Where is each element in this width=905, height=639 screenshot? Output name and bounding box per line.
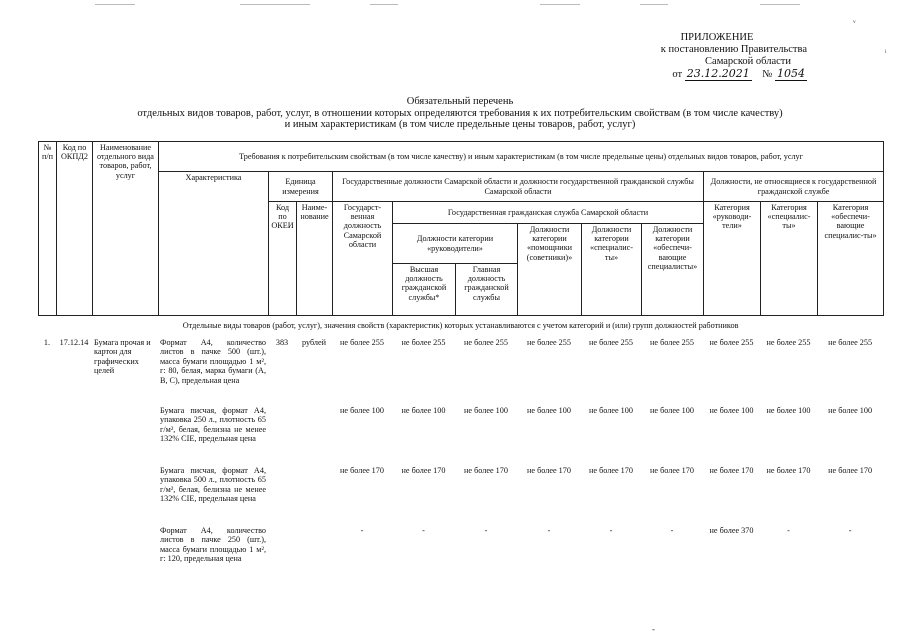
value-cell: не более 255 (464, 337, 508, 347)
table-row (38, 405, 883, 465)
col-cat-head: Категория «руководи-тели» (704, 202, 761, 316)
appendix-block (587, 32, 807, 81)
value-cell: не более 370 (709, 525, 754, 535)
handwritten-number: 1054 (777, 67, 805, 80)
requirements-table-body (38, 320, 883, 581)
value-cell: не более 170 (709, 465, 754, 475)
value-cell: - (360, 525, 364, 535)
col-not-related: Должности, не относящиеся к государственной гражданской службе (704, 172, 884, 202)
title-line-1: Обязательный перечень (406, 96, 514, 107)
value-cell: - (484, 525, 488, 535)
col-assistants: Должности категории «помощники (советники)» (518, 224, 582, 316)
col-higher: Высшая должность гражданской службы* (393, 264, 456, 316)
appendix-line-1: к постановлению Правительства (660, 44, 807, 55)
scan-line (240, 4, 310, 5)
handwritten-date: 23.12.2021 (686, 67, 750, 80)
number-prefix: № (762, 69, 773, 80)
value-cell: не более 100 (464, 405, 508, 415)
value-cell: не более 100 (709, 405, 754, 415)
value-cell: не более 100 (766, 405, 811, 415)
row-desc: Формат А4, количество листов в пачке 250 (шт.), масса бумаги площадью 1 м², г: 120, предельная цена (160, 525, 266, 564)
table-row (38, 465, 883, 525)
col-unit: Единица измерения (269, 172, 333, 202)
item-okpd: 17.12.14 (59, 337, 89, 347)
value-cell: не более 255 (589, 337, 633, 347)
title-line-2: отдельных видов товаров, работ, услуг, в отношении которых определяются требования к их потребительским свойствам (в том числе качеству) (137, 107, 783, 119)
row-desc: Бумага писчая, формат А4, упаковка 250 л., плотность 65 г/м², белая, белизна не менее 132% CIE, предельная цена (160, 405, 266, 444)
col-state-positions: Государственные должности Самарской области и должности государственной гражданской службы Самарской области (333, 172, 704, 202)
value-cell: не более 170 (401, 465, 446, 475)
col-cat-support: Категория «обеспечи-вающие специалис-ты» (818, 202, 884, 316)
col-civil-service: Государственная гражданская служба Самарской области (393, 202, 704, 224)
scan-line (640, 4, 668, 5)
scan-line (540, 4, 580, 5)
scan-line (760, 4, 800, 5)
section-caption: Отдельные виды товаров (работ, услуг), значения свойств (характеристик) которых устанавливаются с учетом категорий и (или) групп должностей работников (182, 321, 739, 330)
appendix-date-line (587, 68, 807, 81)
item-unit-name: рублей (301, 337, 327, 347)
col-characteristic: Характеристика (159, 172, 269, 316)
col-unit-code: Код по ОКЕИ (269, 202, 297, 316)
appendix-title: ПРИЛОЖЕНИЕ (680, 32, 754, 43)
value-cell: не более 255 (527, 337, 571, 347)
value-cell: не более 170 (340, 465, 384, 475)
col-support: Должности категории «обеспечи-вающие специалисты» (642, 224, 704, 316)
table-row (38, 337, 883, 405)
col-num: № п/п (39, 142, 57, 316)
value-cell: не более 100 (340, 405, 384, 415)
value-cell: не более 100 (401, 405, 446, 415)
col-cat-spec: Категория «специалис-ты» (761, 202, 818, 316)
value-cell: не более 170 (589, 465, 633, 475)
value-cell: не более 170 (464, 465, 508, 475)
scan-mark: ᵢ (885, 44, 887, 54)
col-state-position: Государст-венная должность Самарской области (333, 202, 393, 316)
value-cell: не более 255 (401, 337, 446, 347)
title-line-3: и иным характеристикам (в том числе предельные цены товаров, работ, услуг) (284, 119, 636, 130)
value-cell: - (848, 525, 852, 535)
value-cell: не более 100 (828, 405, 873, 415)
date-prefix: от (672, 69, 683, 80)
col-okpd: Код по ОКПД2 (57, 142, 93, 316)
value-cell: не более 100 (589, 405, 633, 415)
col-specialists: Должности категории «специалис-ты» (582, 224, 642, 316)
item-name: Бумага прочая и картон для графических целей (94, 337, 151, 376)
scan-mark: - (652, 624, 655, 634)
value-cell: - (787, 525, 790, 535)
value-cell: не более 100 (650, 405, 694, 415)
value-cell: не более 170 (527, 465, 571, 475)
value-cell: не более 255 (709, 337, 754, 347)
item-num: 1. (43, 337, 51, 347)
value-cell: не более 170 (766, 465, 811, 475)
col-requirements: Требования к потребительским свойствам (в том числе качеству) и иным характеристикам (в том числе предельные цены) отдельных видов товаров, работ, услуг (159, 142, 884, 172)
value-cell: не более 255 (828, 337, 873, 347)
appendix-line-2: Самарской области (705, 56, 791, 67)
requirements-table-header (38, 141, 884, 316)
scan-mark: ᵥ (853, 14, 856, 24)
value-cell: не более 100 (527, 405, 571, 415)
row-desc: Бумага писчая, формат А4, упаковка 500 л., плотность 65 г/м², белая, белизна не менее 132% CIE, предельная цена (160, 465, 266, 504)
document-title (70, 96, 850, 131)
col-unit-name: Наиме-нование (297, 202, 333, 316)
row-desc: Формат А4, количество листов в пачке 500 (шт.), масса бумаги площадью 1 м², г: 80, белая, марка бумаги (А, В, С), предельная цена (160, 337, 266, 385)
value-cell: не более 170 (650, 465, 694, 475)
value-cell: - (609, 525, 613, 535)
col-name: Наименование отдельного вида товаров, работ, услуг (93, 142, 159, 316)
value-cell: - (547, 525, 551, 535)
value-cell: не более 255 (766, 337, 811, 347)
value-cell: не более 170 (828, 465, 873, 475)
value-cell: - (670, 525, 674, 535)
value-cell: не более 255 (340, 337, 384, 347)
value-cell: - (422, 525, 425, 535)
table-row (38, 525, 883, 581)
item-unit-code: 383 (275, 337, 289, 347)
value-cell: не более 255 (650, 337, 694, 347)
col-main: Главная должность гражданской службы (456, 264, 518, 316)
scan-line (370, 4, 398, 5)
scan-line (95, 4, 135, 5)
col-cat-managers: Должности категории «руководители» (393, 224, 518, 264)
